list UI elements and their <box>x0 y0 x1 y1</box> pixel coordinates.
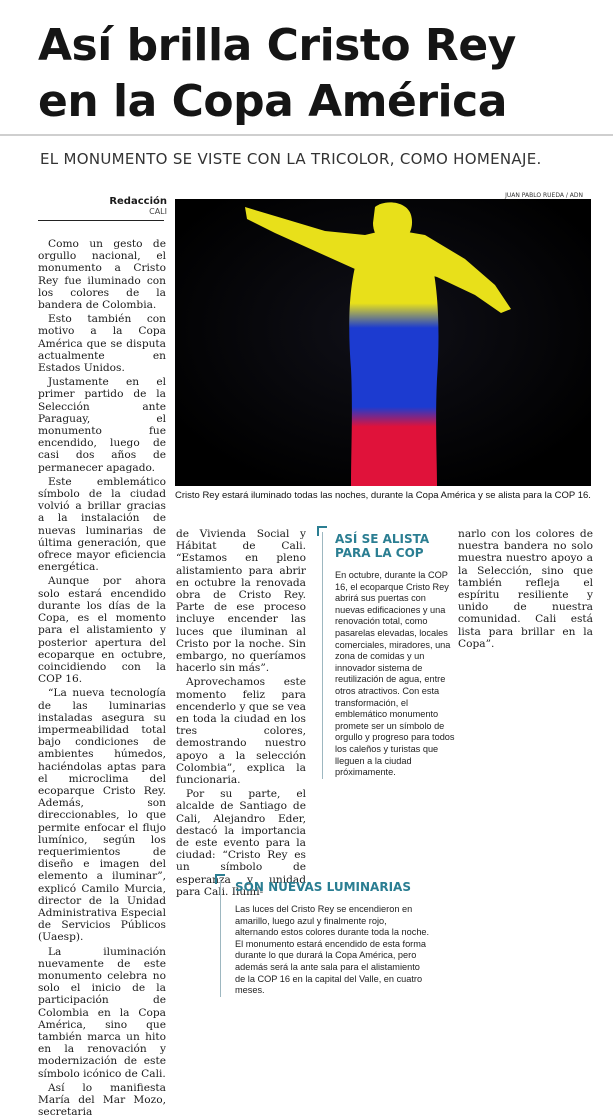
paragraph: Como un gesto de orgullo nacional, el monumento a Cristo Rey fue iluminado con los colores de la bandera de Colombia. <box>38 238 166 312</box>
paragraph: Esto también con motivo a la Copa América que se disputa actualmente en Estados Unidos. <box>38 313 166 375</box>
sidebar-box-title: SON NUEVAS LUMINARIAS <box>235 880 411 894</box>
article-column-1 <box>38 238 166 1120</box>
paragraph: Aunque por ahora solo estará encendido durante los días de la Copa, es el momento para el alistamiento y posterior apertura del ecoparque en octubre, coincidiendo con la COP 16. <box>38 575 166 686</box>
paragraph: de Vivienda Social y Hábitat de Cali. “Estamos en pleno alistamiento para abrir en octubre la renovada obra de Cristo Rey. Parte de ese proceso incluye encender las luces que iluminan al Cristo por la noche. Sin embargo, no queríamos hacerlo sin más”. <box>176 528 306 675</box>
deck-subtitle: EL MONUMENTO SE VISTE CON LA TRICOLOR, COMO HOMENAJE. <box>40 150 542 168</box>
paragraph: Justamente en el primer partido de la Selección ante Paraguay, el monumento fue encendido, luego de casi dos años de permanecer apagado. <box>38 376 166 474</box>
sidebar-box-text: Las luces del Cristo Rey se encendieron en amarillo, luego azul y finalmente rojo, alternando estos colores durante toda la noche. El monumento estará encendido de esta forma durante lo que durará la Copa América, pero además será la ante sala para el alistamiento de la COP 16 en la capital del Valle, en cuatro meses. <box>235 904 430 996</box>
sidebar-box-text: En octubre, durante la COP 16, el ecoparque Cristo Rey abrirá sus puertas con nuevas edificaciones y una renovación total, como pasarelas elevadas, locales comerciales, miradores, una zona de comidas y un innovador sistema de reutilización de agua, entre otros atractivos. Con esta transformación, el emblemático monumento promete ser un símbolo de orgullo y progreso para todos los caleños y turistas que lleguen a la ciudad próximamente. <box>335 570 455 778</box>
article-column-2 <box>176 528 306 900</box>
statue-robe <box>349 239 438 486</box>
statue-illustration <box>175 199 591 486</box>
byline-city: CALI <box>149 207 167 216</box>
cristo-rey-photo <box>175 199 591 486</box>
article-column-3 <box>458 528 593 652</box>
byline-author: Redacción <box>109 196 167 207</box>
header-rule <box>0 134 613 136</box>
paragraph: narlo con los colores de nuestra bandera no solo muestra nuestro apoyo a la Selección, sino que también refleja el espíritu resiliente y unido de nuestra comunidad. Cali está lista para brillar en la Copa”. <box>458 528 593 650</box>
sidebar-box-cop <box>322 532 455 779</box>
byline <box>109 196 167 216</box>
byline-rule <box>38 220 164 221</box>
headline-line-1: Así brilla Cristo Rey <box>38 20 516 71</box>
headline <box>38 18 608 130</box>
box-corner-mark <box>317 526 327 536</box>
paragraph: Por su parte, el alcalde de Santiago de Cali, Alejandro Eder, destacó la importancia de este evento para la ciudad: “Cristo Rey es un símbolo de esperanza y unidad para Cali. Ilumi- <box>176 788 306 898</box>
photo-caption: Cristo Rey estará iluminado todas las noches, durante la Copa América y se alista para la COP 16. <box>175 490 591 501</box>
sidebar-box-luminarias <box>220 880 431 997</box>
paragraph: “La nueva tecnología de las luminarias instaladas asegura su impermeabilidad total bajo condiciones de ambientes húmedos, haciéndolas aptas para el microclima del ecoparque Cristo Rey. Además, son direccionables, lo que permite enfocar el flujo lumínico, según los requerimientos de diseño e imagen del elemento a iluminar”, explicó Camilo Murcia, director de la Unidad Administrativa Especial de Servicios Públicos (Uaesp). <box>38 687 166 944</box>
box-corner-mark <box>215 874 225 884</box>
paragraph: Así lo manifiesta María del Mar Mozo, secretaria <box>38 1081 166 1119</box>
headline-line-2: en la Copa América <box>38 76 507 127</box>
photo-credit: JUAN PABLO RUEDA / ADN <box>505 192 583 199</box>
sidebar-box-title: ASÍ SE ALISTA PARA LA COP <box>335 532 430 560</box>
paragraph: Aprovechamos este momento feliz para encenderlo y que se vea en toda la ciudad en los tres colores, demostrando nuestro apoyo a la selección Colombia”, explica la funcionaria. <box>176 676 306 787</box>
paragraph: La iluminación nuevamente de este monumento celebra no solo el inicio de la participación de Colombia en la Copa América, sino que también marca un hito en la renovación y modernización de este símbolo icónico de Cali. <box>38 945 166 1080</box>
paragraph: Este emblemático símbolo de la ciudad volvió a brillar gracias a la instalación de nuevas luminarias de última generación, que ofrece mayor eficiencia energética. <box>38 475 166 574</box>
